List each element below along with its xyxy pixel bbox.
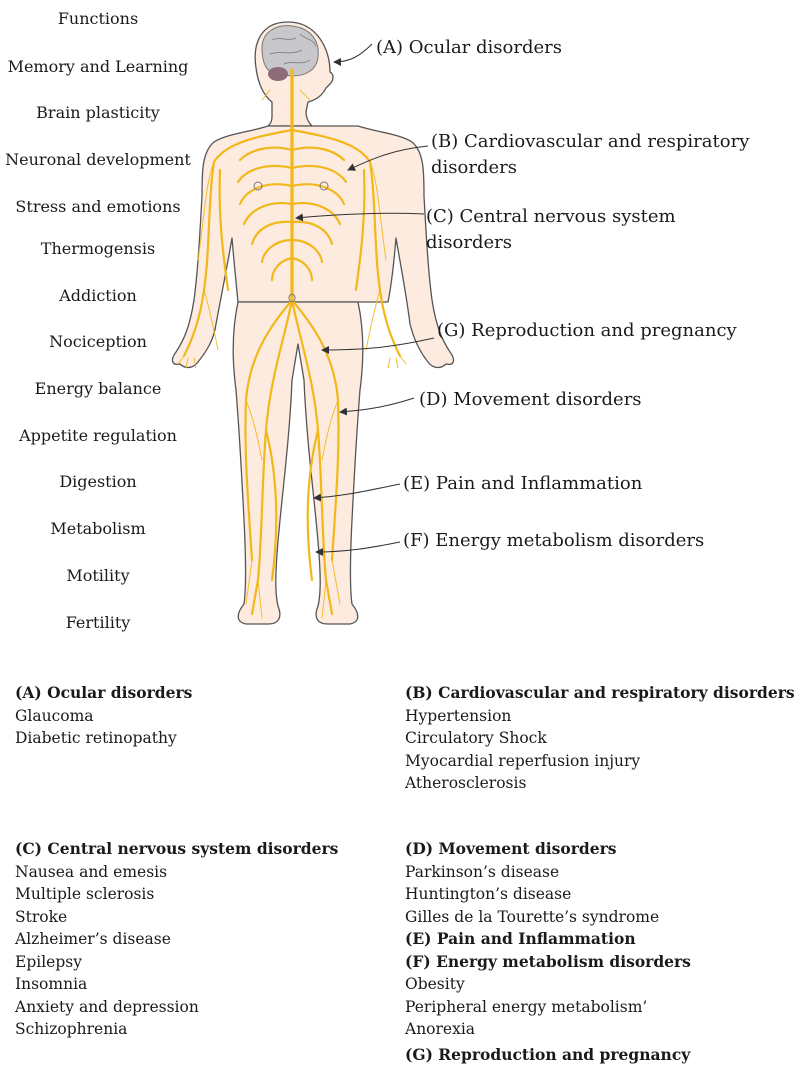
- disorder-item: Gilles de la Tourette’s syndrome: [405, 907, 660, 926]
- function-item: Fertility: [65, 613, 131, 632]
- disorder-item: Nausea and emesis: [15, 862, 168, 881]
- panel-heading-movement: (D) Movement disorders: [405, 839, 617, 858]
- callout-label-d: (D) Movement disorders: [419, 389, 642, 410]
- callout-label-e: (E) Pain and Inflammation: [403, 473, 643, 494]
- panel-heading: (A) Ocular disorders: [15, 683, 193, 702]
- disorder-item: Insomnia: [15, 975, 88, 993]
- disorder-list: [15, 861, 338, 1041]
- disorder-item: Obesity: [405, 975, 465, 993]
- function-item: Metabolism: [50, 519, 146, 538]
- function-item: Digestion: [59, 472, 137, 491]
- disorder-item: Multiple sclerosis: [15, 885, 155, 903]
- panel-heading-energy-metabolism: (F) Energy metabolism disorders: [405, 951, 691, 971]
- disorder-list: [405, 973, 691, 1041]
- function-item: Memory and Learning: [7, 57, 189, 76]
- function-item: Brain plasticity: [36, 103, 160, 122]
- panel-heading: (B) Cardiovascular and respiratory disorders: [405, 683, 795, 702]
- disorder-item: Anorexia: [405, 1020, 476, 1038]
- function-item: Motility: [66, 566, 130, 585]
- disorder-item: Glaucoma: [15, 706, 94, 725]
- panel-central-nervous-system-disorders: [15, 838, 338, 1041]
- callout-label-g: (G) Reproduction and pregnancy: [437, 320, 737, 341]
- callout-label-a: (A) Ocular disorders: [376, 37, 562, 58]
- callout-label-c-line1: (C) Central nervous system: [426, 206, 676, 227]
- function-item: Thermogensis: [40, 239, 156, 258]
- function-item: Neuronal development: [5, 150, 191, 169]
- function-item: Nociception: [49, 332, 147, 351]
- disorder-item: Anxiety and depression: [15, 997, 199, 1016]
- function-item: Stress and emotions: [15, 197, 181, 216]
- disorder-item: Epilepsy: [15, 952, 82, 971]
- function-item: Appetite regulation: [19, 426, 177, 445]
- disorder-item: Schizophrenia: [15, 1020, 128, 1038]
- disorder-item: Alzheimer’s disease: [15, 930, 171, 948]
- disorder-item: Huntington’s disease: [405, 885, 572, 903]
- functions-heading: Functions: [57, 9, 139, 28]
- callout-label-b-line1: (B) Cardiovascular and respiratory: [431, 131, 750, 152]
- panel-cardiovascular-respiratory-disorders: [405, 682, 795, 795]
- callout-label-b-line2: disorders: [431, 157, 517, 178]
- disorder-item: Peripheral energy metabolism’: [405, 997, 648, 1016]
- disorder-item: Circulatory Shock: [405, 729, 547, 747]
- panel-ocular-disorders: [15, 682, 192, 750]
- disorder-list: [405, 861, 691, 929]
- function-item: Addiction: [59, 286, 137, 305]
- disorder-item: Stroke: [15, 907, 68, 926]
- panel-heading-reproduction-pregnancy: (G) Reproduction and pregnancy: [405, 1044, 691, 1064]
- panel-heading-pain-inflammation: (E) Pain and Inflammation: [405, 929, 636, 948]
- disorder-list: [405, 705, 795, 795]
- panel-heading: (C) Central nervous system disorders: [15, 839, 339, 858]
- disorder-item: Diabetic retinopathy: [15, 729, 177, 747]
- disorder-item: Myocardial reperfusion injury: [405, 751, 641, 770]
- function-item: Energy balance: [34, 379, 162, 398]
- disorder-list: [15, 705, 192, 750]
- callout-label-c-line2: disorders: [426, 232, 512, 253]
- disorder-item: Atherosclerosis: [405, 774, 527, 792]
- callout-arrow-a: [334, 44, 372, 62]
- disorder-item: Hypertension: [405, 706, 512, 725]
- panel-right-column-disorders: [405, 838, 691, 1066]
- disorder-item: Parkinson’s disease: [405, 862, 560, 881]
- callout-label-f: (F) Energy metabolism disorders: [403, 530, 705, 551]
